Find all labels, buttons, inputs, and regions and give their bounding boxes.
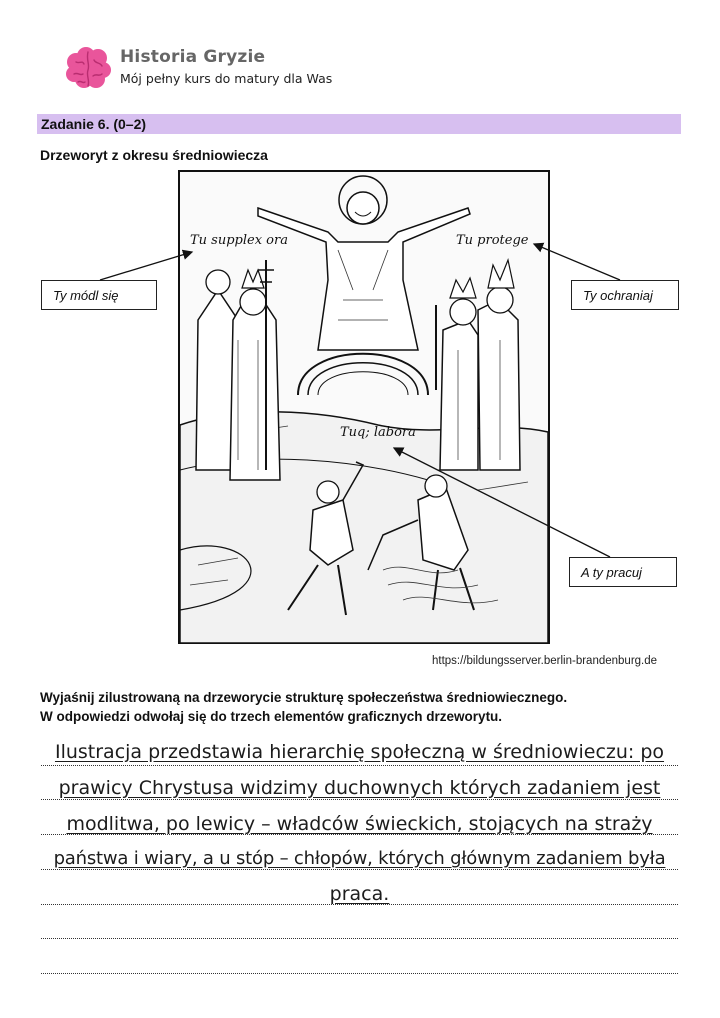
answer-dotted-line — [41, 973, 678, 974]
inscription-labora: Tuq; labora — [340, 425, 416, 440]
brand-subtitle: Mój pełny kurs do matury dla Was — [120, 71, 333, 86]
callout-pray — [41, 280, 157, 310]
answer-line-3: modlitwa, po lewicy – władców świeckich, stojących na straży — [66, 813, 653, 835]
answer-dotted-line — [41, 799, 678, 800]
answer-dotted-line — [41, 938, 678, 939]
medieval-woodcut-image — [178, 170, 550, 644]
task-subtitle: Drzeworyt z okresu średniowiecza — [40, 147, 268, 163]
callout-work — [569, 557, 677, 587]
callout-protect — [571, 280, 679, 310]
question-line-2: W odpowiedzi odwołaj się do trzech elementów graficznych drzeworytu. — [40, 709, 503, 724]
task-title: Zadanie 6. (0–2) — [41, 116, 147, 132]
image-source: https://bildungsserver.berlin-brandenburg.de — [432, 655, 658, 667]
callout-protect-text: Ty ochraniaj — [583, 287, 653, 303]
answer-line-5: praca. — [329, 883, 390, 905]
callout-pray-text: Ty módl się — [53, 287, 119, 303]
callout-work-text: A ty pracuj — [581, 564, 642, 580]
answer-dotted-line — [41, 765, 678, 766]
inscription-ora: Tu supplex ora — [190, 233, 288, 248]
brand-name: Historia Gryzie — [120, 47, 266, 67]
answer-line-4: państwa i wiary, a u stóp – chłopów, których głównym zadaniem była — [53, 848, 666, 869]
question-line-1: Wyjaśnij zilustrowaną na drzeworycie strukturę społeczeństwa średniowiecznego. — [40, 690, 568, 705]
answer-dotted-line — [41, 869, 678, 870]
inscription-protege: Tu protege — [456, 233, 529, 248]
brain-logo-icon — [64, 46, 112, 92]
answer-line-2: prawicy Chrystusa widzimy duchownych których zadaniem jest — [58, 777, 661, 799]
answer-line-1: Ilustracja przedstawia hierarchię społeczną w średniowieczu: po — [54, 741, 665, 763]
